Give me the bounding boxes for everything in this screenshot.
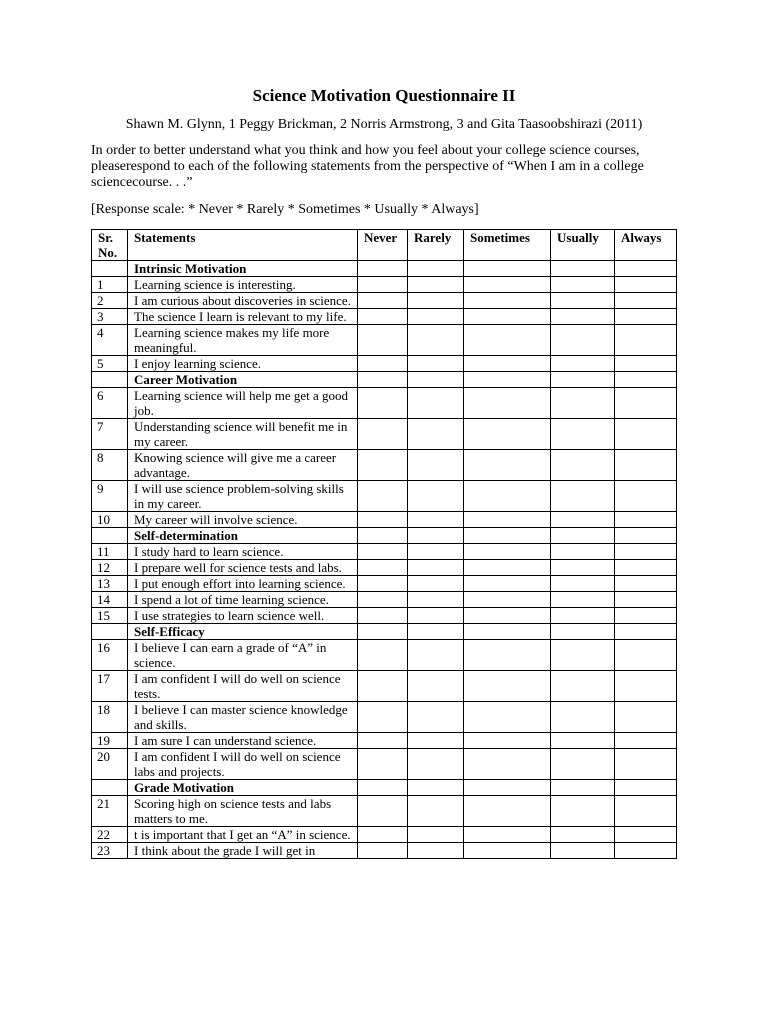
table-row: [92, 560, 677, 576]
category-label: Career Motivation: [128, 372, 358, 388]
statement-text: I am sure I can understand science.: [128, 733, 358, 749]
response-cell-rarely[interactable]: [408, 293, 464, 309]
table-row: [92, 309, 677, 325]
response-cell-sometimes: [464, 528, 551, 544]
response-cell-sometimes[interactable]: [464, 827, 551, 843]
response-cell-usually[interactable]: [551, 325, 615, 356]
response-cell-rarely[interactable]: [408, 796, 464, 827]
intro-line: In order to better understand what you think and how you feel about your college science courses,: [91, 143, 640, 158]
response-cell-always[interactable]: [615, 512, 677, 528]
response-cell-usually[interactable]: [551, 749, 615, 780]
statement-text: I prepare well for science tests and labs.: [128, 560, 358, 576]
category-row: [92, 528, 677, 544]
category-number-cell: [92, 528, 128, 544]
response-cell-usually[interactable]: [551, 277, 615, 293]
response-cell-usually[interactable]: [551, 512, 615, 528]
response-cell-never[interactable]: [358, 560, 408, 576]
statement-text: I study hard to learn science.: [128, 544, 358, 560]
response-cell-rarely[interactable]: [408, 640, 464, 671]
response-cell-never[interactable]: [358, 325, 408, 356]
table-row: [92, 640, 677, 671]
item-number: 2: [92, 293, 128, 309]
response-cell-never[interactable]: [358, 388, 408, 419]
table-header-row: [92, 230, 677, 261]
response-cell-never: [358, 528, 408, 544]
response-cell-usually[interactable]: [551, 592, 615, 608]
response-cell-usually[interactable]: [551, 702, 615, 733]
response-cell-always[interactable]: [615, 827, 677, 843]
response-cell-never[interactable]: [358, 356, 408, 372]
category-number-cell: [92, 261, 128, 277]
response-cell-never[interactable]: [358, 702, 408, 733]
response-cell-never[interactable]: [358, 733, 408, 749]
statement-text: I believe I can earn a grade of “A” in science.: [128, 640, 358, 671]
response-cell-always: [615, 624, 677, 640]
response-cell-rarely[interactable]: [408, 827, 464, 843]
response-cell-never[interactable]: [358, 608, 408, 624]
response-cell-never[interactable]: [358, 843, 408, 859]
response-cell-never[interactable]: [358, 749, 408, 780]
response-cell-sometimes[interactable]: [464, 419, 551, 450]
table-row: [92, 827, 677, 843]
response-cell-rarely[interactable]: [408, 560, 464, 576]
response-cell-rarely[interactable]: [408, 419, 464, 450]
statement-text: I am confident I will do well on science labs and projects.: [128, 749, 358, 780]
response-cell-sometimes[interactable]: [464, 544, 551, 560]
item-number: 5: [92, 356, 128, 372]
response-cell-never[interactable]: [358, 450, 408, 481]
table-row: [92, 450, 677, 481]
response-cell-usually: [551, 372, 615, 388]
questionnaire-table: [91, 229, 677, 859]
category-number-cell: [92, 780, 128, 796]
response-cell-rarely: [408, 624, 464, 640]
table-row: [92, 293, 677, 309]
response-cell-always[interactable]: [615, 356, 677, 372]
response-cell-never[interactable]: [358, 309, 408, 325]
response-cell-sometimes[interactable]: [464, 576, 551, 592]
response-cell-sometimes[interactable]: [464, 277, 551, 293]
response-cell-never[interactable]: [358, 419, 408, 450]
response-cell-always: [615, 372, 677, 388]
response-cell-never[interactable]: [358, 640, 408, 671]
category-number-cell: [92, 624, 128, 640]
intro-paragraph: [91, 143, 691, 191]
header-rarely: Rarely: [408, 230, 464, 261]
response-cell-sometimes: [464, 372, 551, 388]
response-cell-sometimes[interactable]: [464, 702, 551, 733]
response-cell-sometimes[interactable]: [464, 843, 551, 859]
category-label: Intrinsic Motivation: [128, 261, 358, 277]
response-cell-usually[interactable]: [551, 843, 615, 859]
response-cell-sometimes[interactable]: [464, 356, 551, 372]
response-scale: [Response scale: * Never * Rarely * Sometimes * Usually * Always]: [91, 202, 479, 217]
item-number: 7: [92, 419, 128, 450]
response-cell-usually[interactable]: [551, 827, 615, 843]
table-row: [92, 671, 677, 702]
response-cell-always[interactable]: [615, 671, 677, 702]
response-cell-always[interactable]: [615, 796, 677, 827]
response-cell-always[interactable]: [615, 481, 677, 512]
response-cell-never[interactable]: [358, 592, 408, 608]
header-sr-no: Sr. No.: [92, 230, 128, 261]
table-row: [92, 356, 677, 372]
response-cell-always[interactable]: [615, 702, 677, 733]
response-cell-rarely[interactable]: [408, 733, 464, 749]
statement-text: I put enough effort into learning science.: [128, 576, 358, 592]
response-cell-sometimes[interactable]: [464, 796, 551, 827]
response-cell-usually[interactable]: [551, 608, 615, 624]
response-cell-sometimes[interactable]: [464, 293, 551, 309]
response-cell-sometimes[interactable]: [464, 733, 551, 749]
response-cell-usually[interactable]: [551, 388, 615, 419]
table-row: [92, 512, 677, 528]
response-cell-sometimes[interactable]: [464, 671, 551, 702]
response-cell-rarely[interactable]: [408, 388, 464, 419]
response-cell-always[interactable]: [615, 293, 677, 309]
header-sometimes: Sometimes: [464, 230, 551, 261]
intro-line: sciencecourse. . .”: [91, 175, 193, 190]
table-row: [92, 702, 677, 733]
response-cell-sometimes[interactable]: [464, 608, 551, 624]
response-cell-rarely[interactable]: [408, 749, 464, 780]
response-cell-usually: [551, 261, 615, 277]
item-number: 11: [92, 544, 128, 560]
category-number-cell: [92, 372, 128, 388]
item-number: 16: [92, 640, 128, 671]
response-cell-rarely[interactable]: [408, 843, 464, 859]
response-cell-rarely: [408, 261, 464, 277]
item-number: 18: [92, 702, 128, 733]
item-number: 4: [92, 325, 128, 356]
item-number: 15: [92, 608, 128, 624]
category-label: Grade Motivation: [128, 780, 358, 796]
statement-text: I think about the grade I will get in: [128, 843, 358, 859]
table-body: [92, 261, 677, 859]
statement-text: I am curious about discoveries in science.: [128, 293, 358, 309]
statement-text: Knowing science will give me a career advantage.: [128, 450, 358, 481]
response-cell-sometimes[interactable]: [464, 592, 551, 608]
statement-text: Scoring high on science tests and labs matters to me.: [128, 796, 358, 827]
response-cell-sometimes[interactable]: [464, 481, 551, 512]
response-cell-always[interactable]: [615, 388, 677, 419]
response-cell-rarely: [408, 528, 464, 544]
response-cell-sometimes[interactable]: [464, 640, 551, 671]
item-number: 19: [92, 733, 128, 749]
response-cell-sometimes: [464, 780, 551, 796]
response-cell-usually[interactable]: [551, 640, 615, 671]
header-never: Never: [358, 230, 408, 261]
response-cell-never[interactable]: [358, 576, 408, 592]
response-cell-always[interactable]: [615, 749, 677, 780]
table-row: [92, 325, 677, 356]
response-cell-always: [615, 780, 677, 796]
response-cell-usually[interactable]: [551, 293, 615, 309]
response-cell-never[interactable]: [358, 544, 408, 560]
response-cell-always[interactable]: [615, 325, 677, 356]
item-number: 13: [92, 576, 128, 592]
response-cell-sometimes: [464, 261, 551, 277]
statement-text: The science I learn is relevant to my life.: [128, 309, 358, 325]
response-cell-rarely[interactable]: [408, 702, 464, 733]
item-number: 9: [92, 481, 128, 512]
response-cell-rarely[interactable]: [408, 356, 464, 372]
response-cell-never[interactable]: [358, 796, 408, 827]
response-cell-never: [358, 261, 408, 277]
response-cell-always[interactable]: [615, 450, 677, 481]
response-cell-rarely[interactable]: [408, 277, 464, 293]
response-cell-never: [358, 780, 408, 796]
response-cell-usually[interactable]: [551, 481, 615, 512]
response-cell-usually: [551, 624, 615, 640]
item-number: 6: [92, 388, 128, 419]
response-cell-sometimes[interactable]: [464, 512, 551, 528]
category-row: [92, 780, 677, 796]
response-cell-rarely: [408, 372, 464, 388]
response-cell-usually[interactable]: [551, 356, 615, 372]
item-number: 22: [92, 827, 128, 843]
statement-text: I enjoy learning science.: [128, 356, 358, 372]
item-number: 21: [92, 796, 128, 827]
response-cell-usually[interactable]: [551, 419, 615, 450]
table-row: [92, 592, 677, 608]
document-title: Science Motivation Questionnaire II: [252, 86, 516, 105]
item-number: 3: [92, 309, 128, 325]
response-cell-never[interactable]: [358, 277, 408, 293]
statement-text: I use strategies to learn science well.: [128, 608, 358, 624]
header-statements: Statements: [128, 230, 358, 261]
response-cell-always[interactable]: [615, 309, 677, 325]
response-cell-never[interactable]: [358, 671, 408, 702]
statement-text: My career will involve science.: [128, 512, 358, 528]
table-row: [92, 419, 677, 450]
response-cell-rarely[interactable]: [408, 544, 464, 560]
response-cell-usually[interactable]: [551, 796, 615, 827]
table-row: [92, 733, 677, 749]
table-row: [92, 481, 677, 512]
statement-text: Learning science makes my life more meaningful.: [128, 325, 358, 356]
statement-text: t is important that I get an “A” in science.: [128, 827, 358, 843]
response-cell-rarely[interactable]: [408, 608, 464, 624]
response-cell-sometimes[interactable]: [464, 560, 551, 576]
item-number: 10: [92, 512, 128, 528]
response-cell-always[interactable]: [615, 544, 677, 560]
response-cell-always: [615, 261, 677, 277]
response-cell-usually[interactable]: [551, 671, 615, 702]
item-number: 17: [92, 671, 128, 702]
response-cell-rarely[interactable]: [408, 576, 464, 592]
category-label: Self-Efficacy: [128, 624, 358, 640]
response-cell-never[interactable]: [358, 481, 408, 512]
response-cell-always[interactable]: [615, 592, 677, 608]
item-number: 8: [92, 450, 128, 481]
response-cell-rarely: [408, 780, 464, 796]
response-cell-rarely[interactable]: [408, 481, 464, 512]
response-cell-never[interactable]: [358, 827, 408, 843]
response-cell-never: [358, 624, 408, 640]
authors-line: Shawn M. Glynn, 1 Peggy Brickman, 2 Norris Armstrong, 3 and Gita Taasoobshirazi (2011): [125, 117, 643, 132]
response-cell-never[interactable]: [358, 512, 408, 528]
response-cell-sometimes[interactable]: [464, 450, 551, 481]
response-cell-always[interactable]: [615, 277, 677, 293]
response-cell-usually[interactable]: [551, 309, 615, 325]
statement-text: I spend a lot of time learning science.: [128, 592, 358, 608]
category-label: Self-determination: [128, 528, 358, 544]
table-row: [92, 608, 677, 624]
response-cell-always[interactable]: [615, 843, 677, 859]
response-cell-always[interactable]: [615, 560, 677, 576]
response-cell-usually: [551, 780, 615, 796]
response-cell-always[interactable]: [615, 419, 677, 450]
response-cell-usually[interactable]: [551, 544, 615, 560]
header-always: Always: [615, 230, 677, 261]
statement-text: Learning science is interesting.: [128, 277, 358, 293]
response-cell-sometimes[interactable]: [464, 309, 551, 325]
intro-line: pleaserespond to each of the following statements from the perspective of “When I am in a college: [91, 159, 644, 174]
response-cell-sometimes: [464, 624, 551, 640]
table-row: [92, 796, 677, 827]
response-cell-always[interactable]: [615, 640, 677, 671]
response-cell-never: [358, 372, 408, 388]
statement-text: Learning science will help me get a good job.: [128, 388, 358, 419]
response-cell-usually: [551, 528, 615, 544]
response-cell-never[interactable]: [358, 293, 408, 309]
response-cell-always: [615, 528, 677, 544]
statement-text: I am confident I will do well on science tests.: [128, 671, 358, 702]
item-number: 1: [92, 277, 128, 293]
response-cell-sometimes[interactable]: [464, 749, 551, 780]
table-row: [92, 388, 677, 419]
response-cell-always[interactable]: [615, 576, 677, 592]
table-row: [92, 576, 677, 592]
category-row: [92, 624, 677, 640]
statement-text: I will use science problem-solving skills in my career.: [128, 481, 358, 512]
table-row: [92, 843, 677, 859]
response-cell-usually[interactable]: [551, 560, 615, 576]
header-usually: Usually: [551, 230, 615, 261]
response-cell-usually[interactable]: [551, 450, 615, 481]
statement-text: I believe I can master science knowledge and skills.: [128, 702, 358, 733]
statement-text: Understanding science will benefit me in my career.: [128, 419, 358, 450]
response-cell-rarely[interactable]: [408, 325, 464, 356]
response-cell-sometimes[interactable]: [464, 325, 551, 356]
response-cell-rarely[interactable]: [408, 309, 464, 325]
response-cell-usually[interactable]: [551, 733, 615, 749]
response-cell-rarely[interactable]: [408, 512, 464, 528]
response-cell-always[interactable]: [615, 733, 677, 749]
response-cell-usually[interactable]: [551, 576, 615, 592]
category-row: [92, 261, 677, 277]
category-row: [92, 372, 677, 388]
item-number: 20: [92, 749, 128, 780]
table-row: [92, 277, 677, 293]
response-cell-always[interactable]: [615, 608, 677, 624]
item-number: 14: [92, 592, 128, 608]
item-number: 23: [92, 843, 128, 859]
response-cell-rarely[interactable]: [408, 592, 464, 608]
response-cell-rarely[interactable]: [408, 450, 464, 481]
response-cell-sometimes[interactable]: [464, 388, 551, 419]
response-cell-rarely[interactable]: [408, 671, 464, 702]
table-row: [92, 749, 677, 780]
table-row: [92, 544, 677, 560]
item-number: 12: [92, 560, 128, 576]
